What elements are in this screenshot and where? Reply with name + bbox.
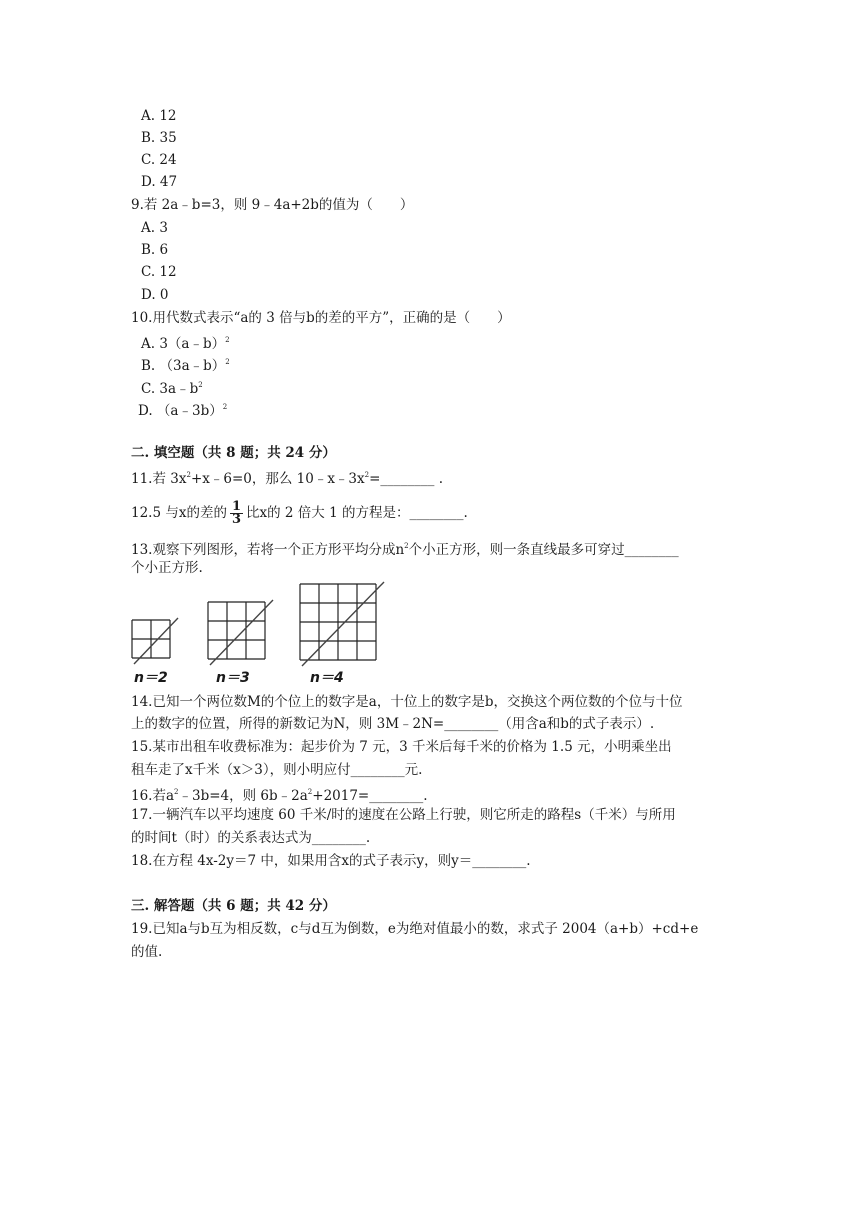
q13-exp: 2 <box>404 542 409 550</box>
q10-option-a-text: A. 3（a﹣b） <box>141 336 226 352</box>
q11-part-b: +x﹣6=0，那么 10﹣x﹣3x <box>190 471 365 487</box>
q11-part-a: 11.若 3x <box>131 471 187 487</box>
q12-pre: 12.5 与x的差的 <box>131 505 227 521</box>
q9-option-d: D. 0 <box>141 287 169 303</box>
q10-option-b <box>141 353 230 375</box>
q8-option-c: C. 24 <box>141 152 177 168</box>
q16-part-b: ﹣3b=4，则 6b﹣2a <box>178 788 308 804</box>
q8-option-a: A. 12 <box>141 108 177 124</box>
crossing-line <box>210 600 273 665</box>
q13-figures <box>128 580 608 690</box>
q16-part-a: 16.若a <box>131 788 175 804</box>
q10-option-d-text: D. （a﹣3b） <box>138 403 223 419</box>
q14-line-2: 上的数字的位置，所得的新数记为N，则 3M﹣2N=________（用含a和b的式子表示）. <box>131 716 655 732</box>
section-3-title: 三. 解答题（共 6 题；共 42 分） <box>131 898 336 914</box>
q12-post: 比x的 2 倍大 1 的方程是：________. <box>246 505 468 521</box>
q9-stem: 9.若 2a﹣b=3，则 9﹣4a+2b的值为（ ） <box>131 197 414 213</box>
q8-option-b: B. 35 <box>141 130 177 146</box>
q10-option-b-exp: 2 <box>225 358 230 366</box>
q9-option-b: B. 6 <box>141 242 169 258</box>
q15-line-2: 租车走了x千米（x＞3），则小明应付________元. <box>131 762 423 778</box>
section-2-title: 二. 填空题（共 8 题；共 24 分） <box>131 445 336 461</box>
grid-figure-n3 <box>208 600 273 665</box>
q10-option-d-exp: 2 <box>222 403 228 411</box>
q13-line-1 <box>131 537 679 559</box>
q16-exp-1: 2 <box>174 788 179 796</box>
crossing-line <box>134 618 178 664</box>
q10-option-b-text: B. （3a﹣b） <box>141 358 226 374</box>
q10-option-c-exp: 2 <box>198 381 203 389</box>
q10-stem: 10.用代数式表示“a的 3 倍与b的差的平方”，正确的是（ ） <box>131 310 511 326</box>
q12-fraction <box>230 501 243 526</box>
figure-label-n4: n＝4 <box>310 670 344 686</box>
q12-fraction-denominator: 3 <box>231 512 242 527</box>
q11 <box>131 466 443 488</box>
q10-option-a-exp: 2 <box>225 336 230 344</box>
q19-line-1: 19.已知a与b互为相反数，c与d互为倒数，e为绝对值最小的数，求式子 2004（a+b）+cd+e <box>131 921 699 937</box>
q10-option-c-text: C. 3a﹣b <box>141 381 199 397</box>
grid-figure-n4 <box>300 582 384 666</box>
q10-option-c <box>141 376 203 398</box>
q13-line-1-b: 个小正方形，则一条直线最多可穿过________ <box>408 542 679 558</box>
grid-figure-n2 <box>132 618 178 664</box>
q9-option-c: C. 12 <box>141 264 177 280</box>
q17-line-2: 的时间t（时）的关系表达式为________. <box>131 830 371 846</box>
figure-label-n2: n＝2 <box>134 670 168 686</box>
q11-exp-2: 2 <box>364 471 370 479</box>
q15-line-1: 15.某市出租车收费标准为：起步价为 7 元，3 千米后每千米的价格为 1.5 元，小明乘坐出 <box>131 739 672 755</box>
figure-label-n3: n＝3 <box>216 670 250 686</box>
grid-figures-svg <box>128 580 608 690</box>
q11-part-c: =________ . <box>369 471 444 487</box>
crossing-line <box>302 582 384 666</box>
q13-line-1-a: 13.观察下列图形，若将一个正方形平均分成n <box>131 542 405 558</box>
q9-option-a: A. 3 <box>141 220 168 236</box>
q13-line-2: 个小正方形. <box>131 560 203 576</box>
q19-line-2: 的值. <box>131 944 163 960</box>
q16-part-c: +2017=________. <box>312 788 428 804</box>
q10-option-d <box>138 398 227 420</box>
q18: 18.在方程 4x-2y＝7 中，如果用含x的式子表示y，则y＝________. <box>131 853 531 869</box>
q17-line-1: 17.一辆汽车以平均速度 60 千米/时的速度在公路上行驶，则它所走的路程s（千米）与所用 <box>131 807 676 823</box>
q16 <box>131 783 428 805</box>
q11-exp-1: 2 <box>186 471 191 479</box>
q16-exp-2: 2 <box>307 788 313 796</box>
q14-line-1: 14.已知一个两位数M的个位上的数字是a，十位上的数字是b，交换这个两位数的个位与十位 <box>131 694 683 710</box>
q12-fraction-numerator: 1 <box>231 499 242 514</box>
q8-option-d: D. 47 <box>141 174 178 190</box>
q10-option-a <box>141 331 230 353</box>
q12 <box>131 501 468 526</box>
